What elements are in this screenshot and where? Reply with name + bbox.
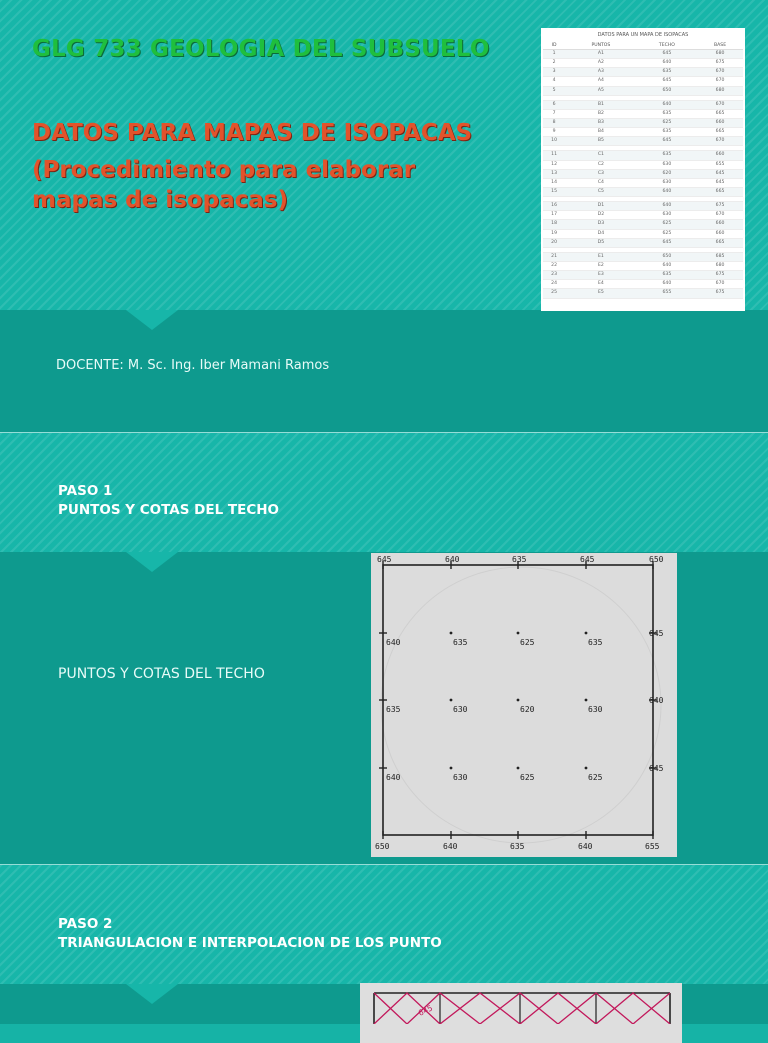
- table-cell: E1: [565, 252, 637, 261]
- subtitle-heading: DATOS PARA MAPAS DE ISOPACAS: [32, 120, 473, 146]
- table-cell: 650: [637, 86, 697, 95]
- table-cell: 660: [697, 118, 743, 127]
- table-cell: 635: [637, 128, 697, 137]
- table-cell: 635: [637, 109, 697, 118]
- table-cell: E5: [565, 289, 637, 298]
- table-row: [543, 118, 743, 127]
- table-cell: A1: [565, 50, 637, 59]
- table-row: [543, 202, 743, 211]
- table-header-row: [543, 41, 743, 50]
- table-cell: B1: [565, 100, 637, 109]
- table-cell: 15: [543, 187, 565, 196]
- data-table: [543, 41, 743, 299]
- table-row: [543, 211, 743, 220]
- table-cell: 645: [637, 137, 697, 146]
- table-cell: B2: [565, 109, 637, 118]
- table-cell: 670: [697, 280, 743, 289]
- table-cell: 670: [697, 137, 743, 146]
- table-cell: C2: [565, 160, 637, 169]
- table-cell: 20: [543, 238, 565, 247]
- elevation-label: 645: [649, 629, 664, 638]
- table-cell: C1: [565, 151, 637, 160]
- subtitle-procedure: (Procedimiento para elaborar mapas de isopacas): [32, 157, 416, 213]
- table-cell: 8: [543, 118, 565, 127]
- table-cell: 630: [637, 211, 697, 220]
- grid-point: [517, 767, 520, 770]
- paso1-title: PUNTOS Y COTAS DEL TECHO: [58, 502, 279, 518]
- table-cell: 9: [543, 128, 565, 137]
- table-cell: E3: [565, 271, 637, 280]
- table-cell: 25: [543, 289, 565, 298]
- paso2-label: PASO 2: [58, 916, 113, 932]
- table-row: [543, 128, 743, 137]
- slide3-notch: [126, 984, 178, 1004]
- table-row: [543, 252, 743, 261]
- table-row: [543, 289, 743, 298]
- elevation-label: 635: [453, 638, 468, 647]
- docente-text: DOCENTE: M. Sc. Ing. Iber Mamani Ramos: [56, 358, 330, 373]
- elevation-label: 625: [520, 773, 535, 782]
- table-cell: 17: [543, 211, 565, 220]
- table-cell: 13: [543, 169, 565, 178]
- grid-point: [450, 699, 453, 702]
- table-cell: 10: [543, 137, 565, 146]
- table-cell: 640: [637, 280, 697, 289]
- table-cell: 16: [543, 202, 565, 211]
- elevation-label: 640: [445, 555, 460, 564]
- table-cell: D4: [565, 229, 637, 238]
- table-cell: 645: [697, 169, 743, 178]
- table-cell: 2: [543, 59, 565, 68]
- table-cell: 640: [637, 261, 697, 270]
- table-cell: D5: [565, 238, 637, 247]
- paso2-title: TRIANGULACION E INTERPOLACION DE LOS PUNTO: [58, 935, 442, 951]
- table-cell: B5: [565, 137, 637, 146]
- table-cell: 675: [697, 271, 743, 280]
- table-cell: 6: [543, 100, 565, 109]
- table-cell: 645: [637, 77, 697, 86]
- table-cell: 640: [637, 100, 697, 109]
- elevation-label: 630: [453, 705, 468, 714]
- table-cell: 640: [637, 202, 697, 211]
- table-cell: 635: [637, 151, 697, 160]
- elevation-label: 635: [386, 705, 401, 714]
- table-row: [543, 50, 743, 59]
- table-cell: D2: [565, 211, 637, 220]
- elevation-label: 655: [645, 842, 660, 851]
- table-cell: 660: [697, 220, 743, 229]
- elevation-label: 645: [377, 555, 392, 564]
- table-cell: 640: [637, 59, 697, 68]
- table-cell: 19: [543, 229, 565, 238]
- paso1-heading: [58, 482, 279, 520]
- elevation-label: 635: [588, 638, 603, 647]
- table-cell: 635: [637, 271, 697, 280]
- table-row: [543, 77, 743, 86]
- col-header: BASE: [697, 41, 743, 50]
- table-cell: 670: [697, 211, 743, 220]
- table-cell: 665: [697, 238, 743, 247]
- paso1-label: PASO 1: [58, 483, 113, 499]
- table-cell: A3: [565, 68, 637, 77]
- table-cell: 670: [697, 68, 743, 77]
- table-cell: 11: [543, 151, 565, 160]
- table-row: [543, 109, 743, 118]
- slide2-notch: [126, 552, 178, 572]
- table-cell: 660: [697, 151, 743, 160]
- table-cell: 630: [637, 178, 697, 187]
- table-cell: 675: [697, 202, 743, 211]
- table-row: [543, 261, 743, 270]
- table-cell: 1: [543, 50, 565, 59]
- table-cell: 665: [697, 128, 743, 137]
- col-header: ID: [543, 41, 565, 50]
- table-row: [543, 229, 743, 238]
- table-cell: 620: [637, 169, 697, 178]
- table-cell: 23: [543, 271, 565, 280]
- table-cell: 18: [543, 220, 565, 229]
- elevation-label: 620: [520, 705, 535, 714]
- table-cell: 670: [697, 100, 743, 109]
- table-cell: 675: [697, 59, 743, 68]
- table-cell: A4: [565, 77, 637, 86]
- table-row: [543, 160, 743, 169]
- elevation-label: 640: [386, 638, 401, 647]
- table-cell: 3: [543, 68, 565, 77]
- elevation-label: 625: [520, 638, 535, 647]
- table-row: [543, 220, 743, 229]
- table-cell: 12: [543, 160, 565, 169]
- table-cell: 670: [697, 77, 743, 86]
- table-cell: 635: [637, 68, 697, 77]
- grid-point: [585, 767, 588, 770]
- table-cell: 21: [543, 252, 565, 261]
- table-cell: 625: [637, 220, 697, 229]
- table-caption: DATOS PARA UN MAPA DE ISOPACAS: [597, 32, 689, 38]
- table-cell: E2: [565, 261, 637, 270]
- table-cell: 650: [637, 252, 697, 261]
- table-cell: 625: [637, 118, 697, 127]
- table-row: [543, 137, 743, 146]
- elevation-label: 640: [649, 696, 664, 705]
- table-cell: 660: [697, 229, 743, 238]
- slide2-body-text: PUNTOS Y COTAS DEL TECHO: [58, 666, 265, 682]
- grid-point: [517, 699, 520, 702]
- elevation-label: 635: [510, 842, 525, 851]
- slide1-notch: [126, 310, 178, 330]
- table-cell: 645: [637, 50, 697, 59]
- table-cell: 680: [697, 50, 743, 59]
- grid-point: [517, 632, 520, 635]
- col-header: TECHO: [637, 41, 697, 50]
- table-row: [543, 86, 743, 95]
- table-row: [543, 238, 743, 247]
- table-cell: A5: [565, 86, 637, 95]
- table-cell: 7: [543, 109, 565, 118]
- data-table-thumbnail: [541, 28, 745, 311]
- table-cell: B4: [565, 128, 637, 137]
- elevation-label: 650: [649, 555, 664, 564]
- elevation-label: 645: [649, 764, 664, 773]
- triangulation-sketch: [360, 983, 682, 1024]
- table-row: [543, 178, 743, 187]
- table-cell: 625: [637, 229, 697, 238]
- elevation-label: 630: [453, 773, 468, 782]
- elevation-label: 635: [512, 555, 527, 564]
- table-cell: 680: [697, 261, 743, 270]
- table-row: [543, 68, 743, 77]
- table-cell: 5: [543, 86, 565, 95]
- sketch2-label: 645: [417, 1003, 434, 1018]
- table-row: [543, 100, 743, 109]
- elevation-label: 650: [375, 842, 390, 851]
- table-cell: D3: [565, 220, 637, 229]
- triangulation-sketch-photo: [360, 983, 682, 1043]
- grid-point: [585, 699, 588, 702]
- table-row: [543, 169, 743, 178]
- grid-point: [450, 632, 453, 635]
- table-cell: 655: [637, 289, 697, 298]
- table-cell: C4: [565, 178, 637, 187]
- table-cell: 665: [697, 109, 743, 118]
- table-cell: 24: [543, 280, 565, 289]
- paso2-heading: [58, 915, 442, 953]
- table-cell: B3: [565, 118, 637, 127]
- table-cell: 14: [543, 178, 565, 187]
- table-cell: 655: [697, 160, 743, 169]
- table-cell: 685: [697, 252, 743, 261]
- table-cell: C5: [565, 187, 637, 196]
- table-cell: C3: [565, 169, 637, 178]
- col-header: PUNTOS: [565, 41, 637, 50]
- elevation-label: 640: [386, 773, 401, 782]
- grid-point: [585, 632, 588, 635]
- grid-sketch-photo: [371, 553, 677, 857]
- table-cell: 645: [697, 178, 743, 187]
- course-title: GLG 733 GEOLOGIA DEL SUBSUELO: [32, 36, 490, 62]
- table-row: [543, 59, 743, 68]
- elevation-label: 640: [443, 842, 458, 851]
- table-row: [543, 280, 743, 289]
- table-row: [543, 187, 743, 196]
- elevation-label: 640: [578, 842, 593, 851]
- table-cell: 640: [637, 187, 697, 196]
- table-cell: 665: [697, 187, 743, 196]
- table-row: [543, 151, 743, 160]
- table-cell: D1: [565, 202, 637, 211]
- elevation-label: 630: [588, 705, 603, 714]
- table-cell: 675: [697, 289, 743, 298]
- table-cell: 630: [637, 160, 697, 169]
- table-cell: 22: [543, 261, 565, 270]
- grid-sketch: [371, 553, 677, 857]
- table-cell: 4: [543, 77, 565, 86]
- table-cell: 645: [637, 238, 697, 247]
- grid-point: [450, 767, 453, 770]
- table-row: [543, 271, 743, 280]
- table-cell: A2: [565, 59, 637, 68]
- elevation-label: 645: [580, 555, 595, 564]
- table-body: [543, 50, 743, 299]
- table-cell: 680: [697, 86, 743, 95]
- table-cell: E4: [565, 280, 637, 289]
- elevation-label: 625: [588, 773, 603, 782]
